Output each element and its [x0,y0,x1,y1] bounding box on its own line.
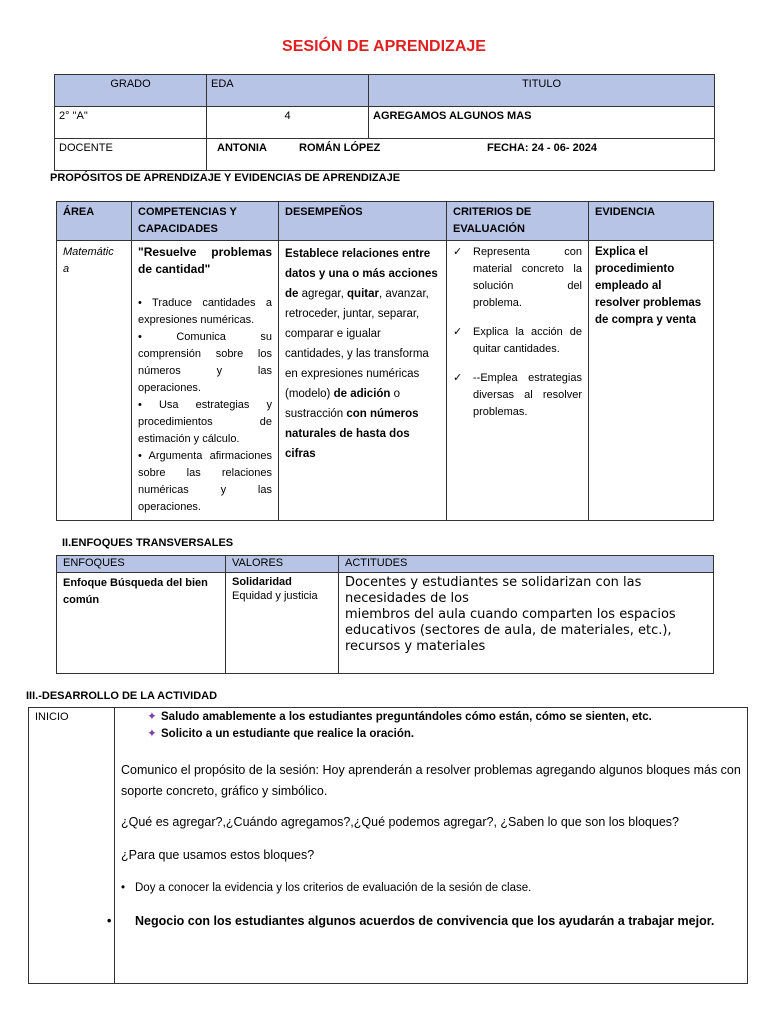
titulo-label: TITULO [369,75,715,107]
criterios-cell [447,241,589,521]
competencia-title: "Resuelve problemas de cantidad" [138,245,272,276]
desempeno-part: Establece relaciones entre datos y una o más acciones de [285,248,438,300]
bullet-icon: • [138,331,177,343]
bullet-item: • Doy a conocer la evidencia y los criterios de evaluación de la sesión de clase. [121,880,741,897]
phase-cell: INICIO [29,708,115,984]
area-line2: a [63,263,70,275]
desempeno-part: con números naturales de hasta dos cifras [285,408,419,460]
desempeno-part: agregar, [298,288,348,300]
purposes-table [56,201,714,521]
criterio-item: ✓ --Emplea estrategias diversas al resolver problemas. [453,372,582,418]
col-enfoques: ENFOQUES [57,556,226,573]
docente-row [207,139,715,171]
capacidad-item: • Usa estrategias y procedimientos de estimación y cálculo. [138,399,272,445]
eda-label: EDA [207,75,369,107]
docente-last-name: ROMÁN LÓPEZ [299,142,381,154]
purposes-heading: PROPÓSITOS DE APRENDIZAJE Y EVIDENCIAS DE APRENDIZAJE [50,172,401,184]
capacidad-item: • Argumenta afirmaciones sobre las relaciones numéricas y las operaciones. [138,450,272,513]
enfoques-heading: II.ENFOQUES TRANSVERSALES [62,537,234,549]
col-desempenos: DESEMPEÑOS [279,202,447,241]
bullet-icon: • [138,399,159,411]
arrow-icon: ✦ [147,711,157,723]
criterio-item: ✓ Explica la acción de quitar cantidades. [453,326,582,355]
bullet-icon: • [121,882,126,894]
col-area: ÁREA [57,202,132,241]
eda-value: 4 [207,107,369,139]
actitud-line-1: Docentes y estudiantes se solidarizan con las necesidades de los [345,575,642,606]
arrow-item: ✦ Solicito a un estudiante que realice la oración. [121,726,741,743]
area-line1: Matemátic [63,246,114,258]
capacidad-item: • Traduce cantidades a expresiones numéricas. [138,297,272,326]
grado-value: 2° "A" [55,107,207,139]
desempeno-part: de adición [333,388,391,400]
col-competencias: COMPETENCIAS Y CAPACIDADES [132,202,279,241]
bullet-icon: • [138,450,149,462]
desempeno-part: quitar [347,288,379,300]
bullet-icon: • [138,297,153,309]
check-icon: ✓ [453,326,463,338]
arrow-item: ✦ Saludo amablemente a los estudiantes preguntándoles cómo están, cómo se sienten, etc. [121,709,741,726]
desempeno-part: , avanzar, retroceder, juntar, separar, comparar e igualar cantidades, y las transforma en expresiones numéricas (modelo) [285,288,429,400]
fecha: FECHA: 24 - 06- 2024 [487,142,598,154]
actitud-line-2: miembros del aula cuando comparten los espacios educativos (sectores de aula, de materiales, etc.), recursos y materiales [345,607,676,654]
desempenos-cell [279,241,447,521]
desempeno-part: o sustracción [285,388,401,420]
bullet-icon: • [107,914,112,928]
col-valores: VALORES [226,556,339,573]
desarrollo-table [28,707,748,984]
col-criterios: CRITERIOS DE EVALUACIÓN [447,202,589,241]
desarrollo-heading: III.-DESARROLLO DE LA ACTIVIDAD [26,690,218,702]
competencias-cell [132,241,279,521]
proposito-text: Comunico el propósito de la sesión: Hoy aprenderán a resolver problemas agregando algunos bloques más con soporte concreto, gráfico y simbólico. [121,763,741,798]
docente-label: DOCENTE [55,139,207,171]
preguntas-text: ¿Qué es agregar?,¿Cuándo agregamos?,¿Qué podemos agregar?, ¿Saben lo que son los bloques? [121,815,679,829]
page-title: SESIÓN DE APRENDIZAJE [282,38,486,55]
actitudes-cell [339,573,714,674]
valores-cell [226,573,339,674]
desarrollo-cell [107,708,748,984]
area-cell [57,241,132,521]
titulo-value: AGREGAMOS ALGUNOS MAS [369,107,715,139]
bullet-item: • Negocio con los estudiantes algunos acuerdos de convivencia que los ayudarán a trabajar mejor. [107,914,715,928]
pregunta-2-text: ¿Para que usamos estos bloques? [121,848,315,862]
check-icon: ✓ [453,372,463,384]
valor-2: Equidad y justicia [232,590,318,602]
grado-label: GRADO [55,75,207,107]
col-actitudes: ACTITUDES [339,556,714,573]
valor-1: Solidaridad [232,576,292,588]
docente-first-name: ANTONIA [217,142,267,154]
capacidad-item: • Comunica su comprensión sobre los números y las operaciones. [138,331,272,394]
check-icon: ✓ [453,246,463,258]
enfoque-name: Enfoque Búsqueda del bien común [57,573,226,674]
evidencia-cell: Explica el procedimiento empleado al resolver problemas de compra y venta [589,241,714,521]
criterio-item: ✓ Representa con material concreto la solución del problema. [453,246,582,309]
info-table [54,74,715,171]
enfoques-table [56,555,714,674]
col-evidencia: EVIDENCIA [589,202,714,241]
arrow-icon: ✦ [147,728,157,740]
